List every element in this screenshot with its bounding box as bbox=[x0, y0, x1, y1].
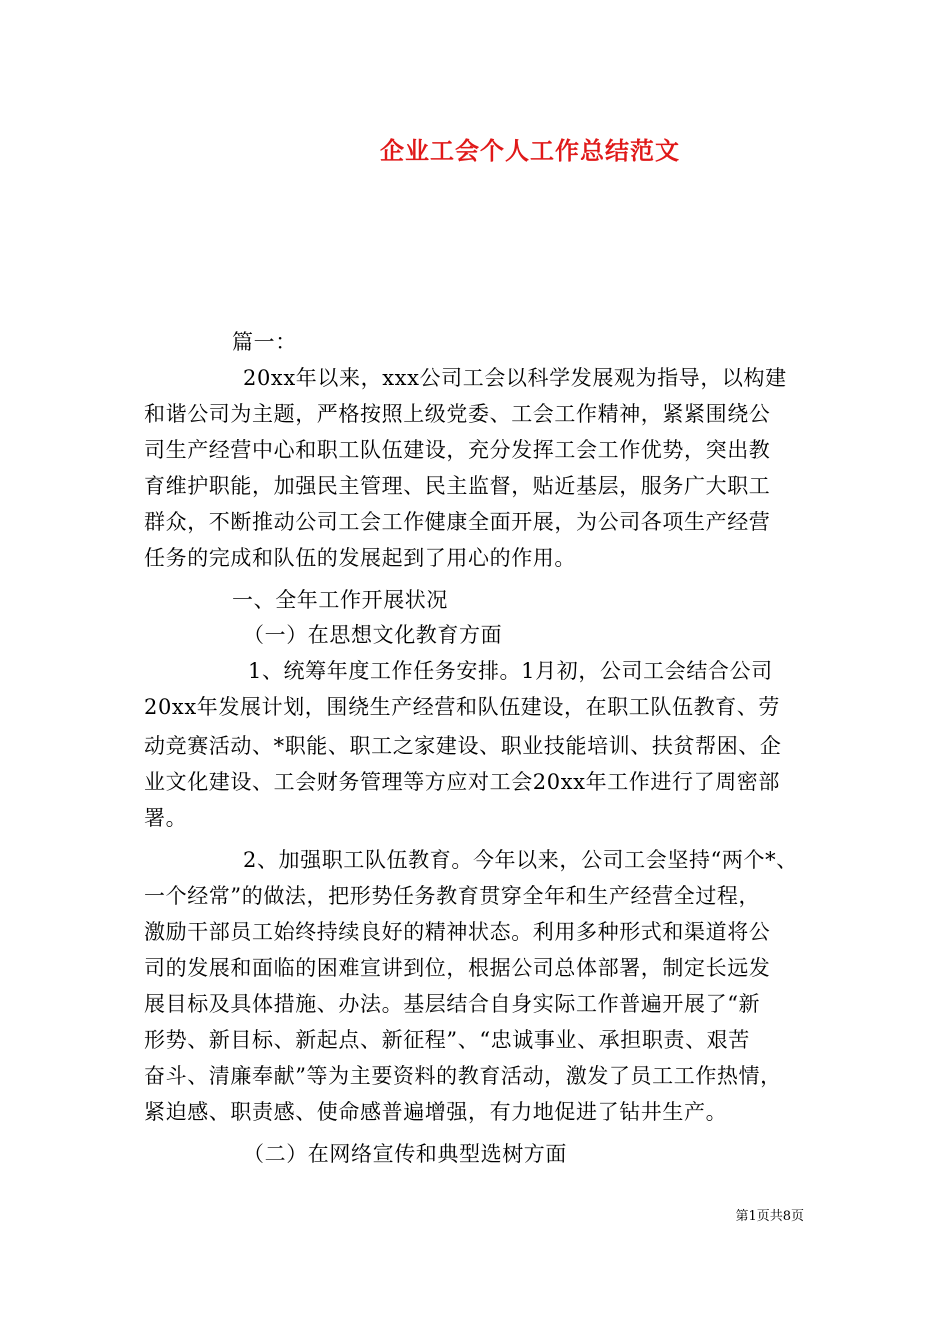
paragraph-line: 业文化建设、工会财务管理等方应对工会20xx年工作进行了周密部 bbox=[144, 770, 781, 794]
paragraph-line: 奋斗、清廉奉献”等为主要资料的教育活动，激发了员工工作热情， bbox=[144, 1064, 782, 1088]
subsection-heading: （一）在思想文化教育方面 bbox=[243, 623, 503, 647]
paragraph-line: 激励干部员工始终持续良好的精神状态。利用多种形式和渠道将公 bbox=[144, 920, 771, 944]
page-footer: 第1页共8页 bbox=[735, 1209, 804, 1224]
paragraph-line: 紧迫感、职责感、使命感普遍增强，有力地促进了钻井生产。 bbox=[144, 1100, 728, 1124]
paragraph-line: 20xx年以来，xxx公司工会以科学发展观为指导，以构建 bbox=[243, 366, 787, 390]
subsection-heading: （二）在网络宣传和典型选树方面 bbox=[243, 1142, 567, 1166]
paragraph-line: 展目标及具体措施、办法。基层结合自身实际工作普遍开展了“新 bbox=[144, 992, 761, 1016]
paragraph-line: 形势、新目标、新起点、新征程”、“忠诚事业、承担职责、艰苦 bbox=[144, 1028, 750, 1052]
section-label: 篇一： bbox=[232, 330, 297, 354]
paragraph-line: 2、加强职工队伍教育。今年以来，公司工会坚持“两个*、 bbox=[243, 848, 798, 872]
document-title: 企业工会个人工作总结范文 bbox=[380, 136, 680, 165]
paragraph-line: 署。 bbox=[144, 806, 188, 830]
section-heading: 一、全年工作开展状况 bbox=[232, 588, 448, 612]
paragraph-line: 任务的完成和队伍的发展起到了用心的作用。 bbox=[144, 546, 576, 570]
paragraph-line: 育维护职能，加强民主管理、民主监督，贴近基层，服务广大职工 bbox=[144, 474, 771, 498]
paragraph-line: 和谐公司为主题，严格按照上级党委、工会工作精神，紧紧围绕公 bbox=[144, 402, 771, 426]
paragraph-line: 群众，不断推动公司工会工作健康全面开展，为公司各项生产经营 bbox=[144, 510, 771, 534]
paragraph-line: 20xx年发展计划，围绕生产经营和队伍建设，在职工队伍教育、劳 bbox=[144, 695, 781, 719]
paragraph-line: 司生产经营中心和职工队伍建设，充分发挥工会工作优势，突出教 bbox=[144, 438, 771, 462]
paragraph-line: 1、统筹年度工作任务安排。1月初，公司工会结合公司 bbox=[248, 659, 773, 683]
paragraph-line: 动竞赛活动、*职能、职工之家建设、职业技能培训、扶贫帮困、企 bbox=[144, 734, 782, 758]
paragraph-line: 司的发展和面临的困难宣讲到位，根据公司总体部署，制定长远发 bbox=[144, 956, 771, 980]
paragraph-line: 一个经常”的做法，把形势任务教育贯穿全年和生产经营全过程， bbox=[144, 884, 761, 908]
